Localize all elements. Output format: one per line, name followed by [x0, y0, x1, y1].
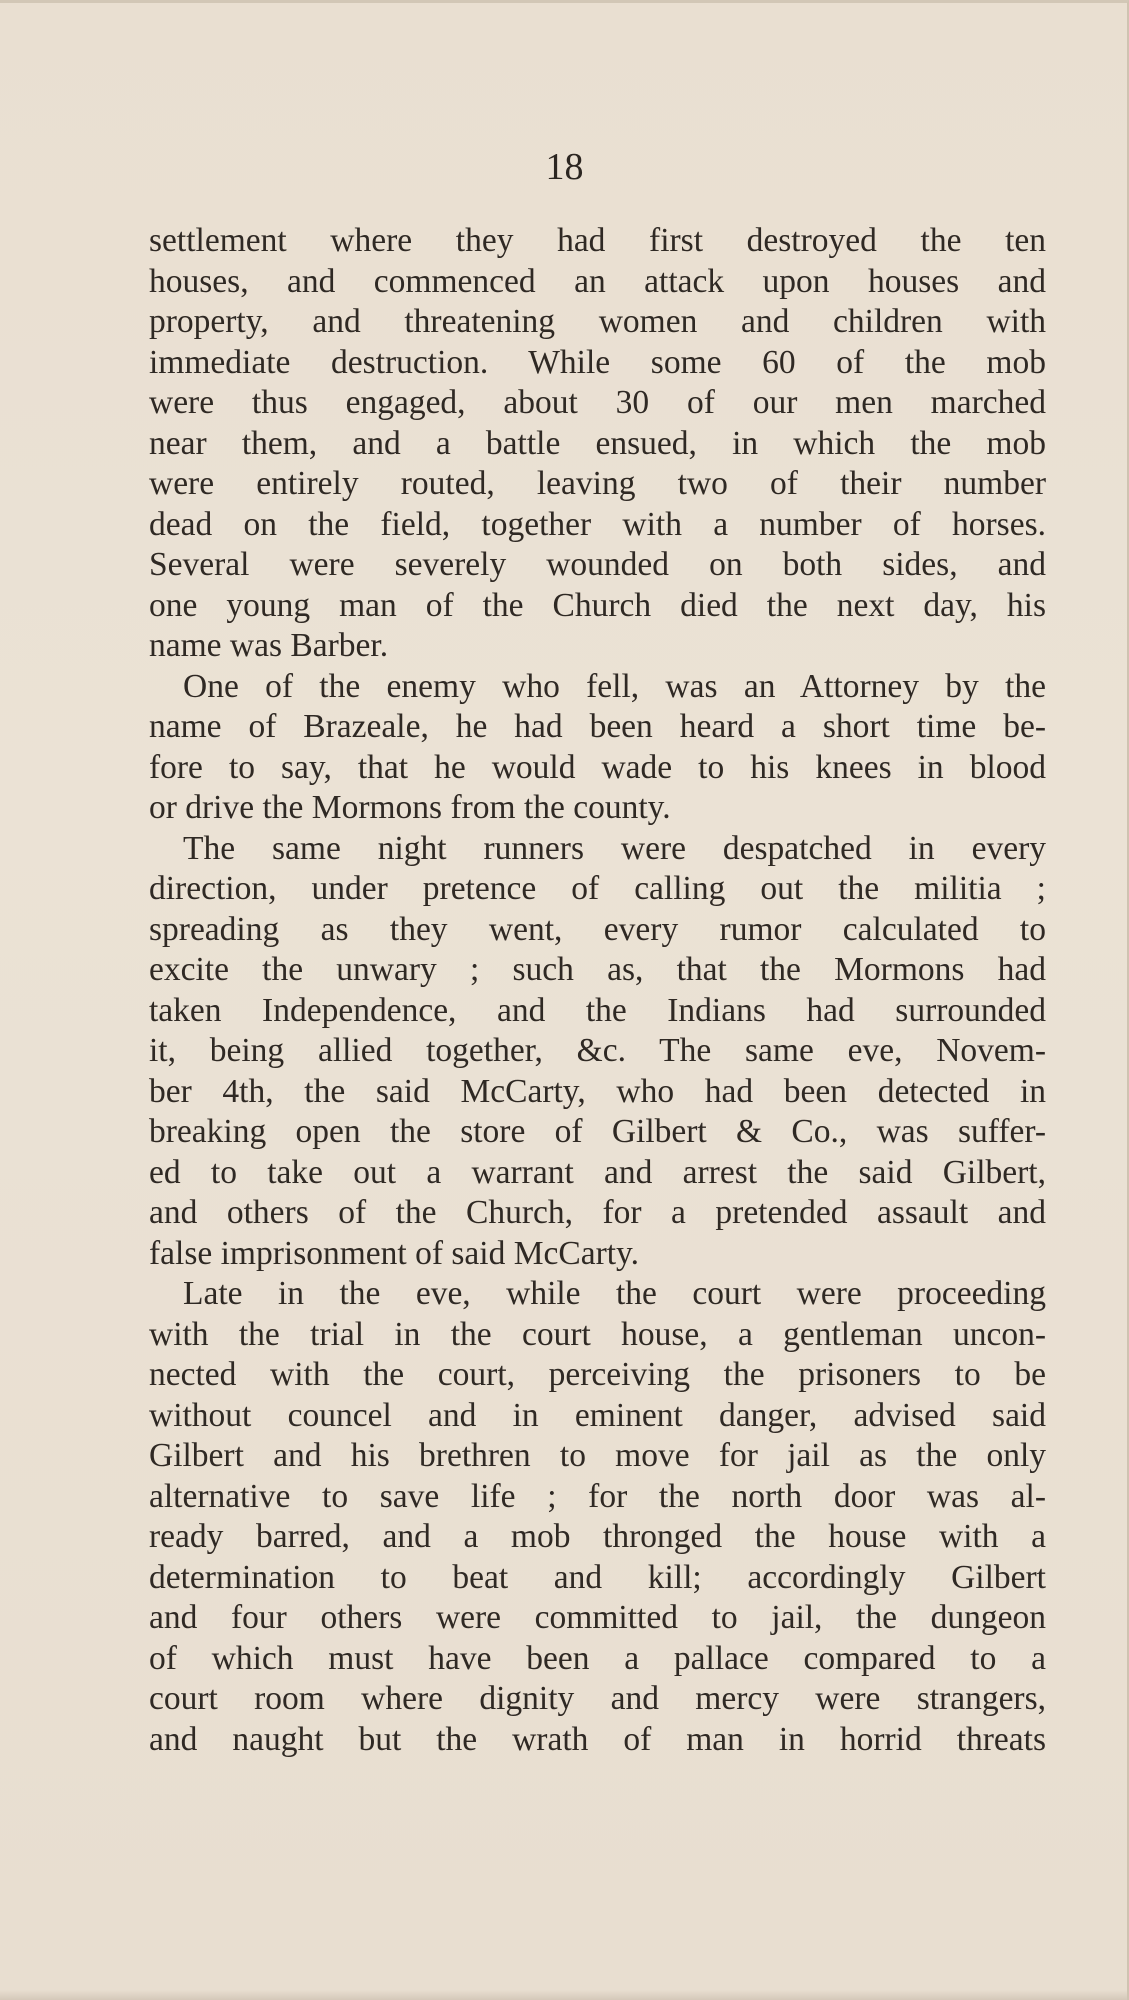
paragraph	[149, 667, 1046, 829]
text-line: it, being allied together, &c. The same eve, Novem-	[149, 1032, 1046, 1069]
text-line: One of the enemy who fell, was an Attorney by the	[183, 667, 1046, 705]
text-line: houses, and commenced an attack upon houses and	[149, 262, 1046, 300]
text-line: without councel and in eminent danger, advised said	[149, 1396, 1046, 1434]
body-text	[149, 221, 1046, 1760]
text-line: ber 4th, the said McCarty, who had been detected in	[149, 1072, 1046, 1110]
text-line: ed to take out a warrant and arrest the said Gilbert,	[149, 1153, 1046, 1191]
text-line: were thus engaged, about 30 of our men marched	[149, 384, 1046, 421]
text-line: and naught but the wrath of man in horrid threats	[149, 1720, 1046, 1758]
text-line: false imprisonment of said McCarty.	[149, 1234, 639, 1272]
text-line: one young man of the Church died the next day, his	[149, 586, 1046, 624]
text-line: fore to say, that he would wade to his knees in blood	[149, 748, 1046, 786]
text-line: nected with the court, perceiving the prisoners to be	[149, 1356, 1046, 1393]
text-line: Late in the eve, while the court were proceeding	[183, 1275, 1046, 1312]
text-line: name was Barber.	[149, 627, 389, 664]
text-line: or drive the Mormons from the county.	[149, 789, 671, 826]
text-line: ready barred, and a mob thronged the house with a	[149, 1518, 1046, 1555]
text-line: breaking open the store of Gilbert & Co., was suffer-	[149, 1113, 1046, 1150]
text-line: were entirely routed, leaving two of their number	[149, 465, 1046, 502]
paragraph	[149, 829, 1046, 1275]
text-line: settlement where they had first destroyed the ten	[149, 222, 1046, 259]
text-line: taken Independence, and the Indians had surrounded	[149, 991, 1046, 1029]
text-line: Several were severely wounded on both sides, and	[149, 546, 1046, 583]
text-line: determination to beat and kill; accordingly Gilbert	[149, 1558, 1046, 1596]
paragraph	[149, 221, 1046, 667]
text-line: spreading as they went, every rumor calculated to	[149, 910, 1046, 948]
text-line: court room where dignity and mercy were strangers,	[149, 1680, 1046, 1717]
text-line: Gilbert and his brethren to move for jail as the only	[149, 1437, 1046, 1474]
page-number: 18	[545, 146, 584, 188]
text-line: immediate destruction. While some 60 of the mob	[149, 343, 1046, 381]
text-line: of which must have been a pallace compared to a	[149, 1639, 1046, 1677]
paragraph	[149, 1274, 1046, 1760]
text-line: The same night runners were despatched in every	[183, 829, 1046, 867]
text-line: name of Brazeale, he had been heard a short time be-	[149, 708, 1046, 745]
text-line: and four others were committed to jail, the dungeon	[149, 1599, 1046, 1636]
text-line: direction, under pretence of calling out the militia ;	[149, 870, 1046, 907]
text-line: and others of the Church, for a pretended assault and	[149, 1194, 1046, 1231]
text-line: dead on the field, together with a number of horses.	[149, 505, 1046, 543]
text-line: excite the unwary ; such as, that the Mormons had	[149, 951, 1046, 988]
text-line: near them, and a battle ensued, in which the mob	[149, 424, 1046, 462]
text-line: with the trial in the court house, a gentleman uncon-	[149, 1315, 1046, 1353]
text-line: property, and threatening women and children with	[149, 303, 1046, 340]
text-line: alternative to save life ; for the north door was al-	[149, 1477, 1046, 1515]
